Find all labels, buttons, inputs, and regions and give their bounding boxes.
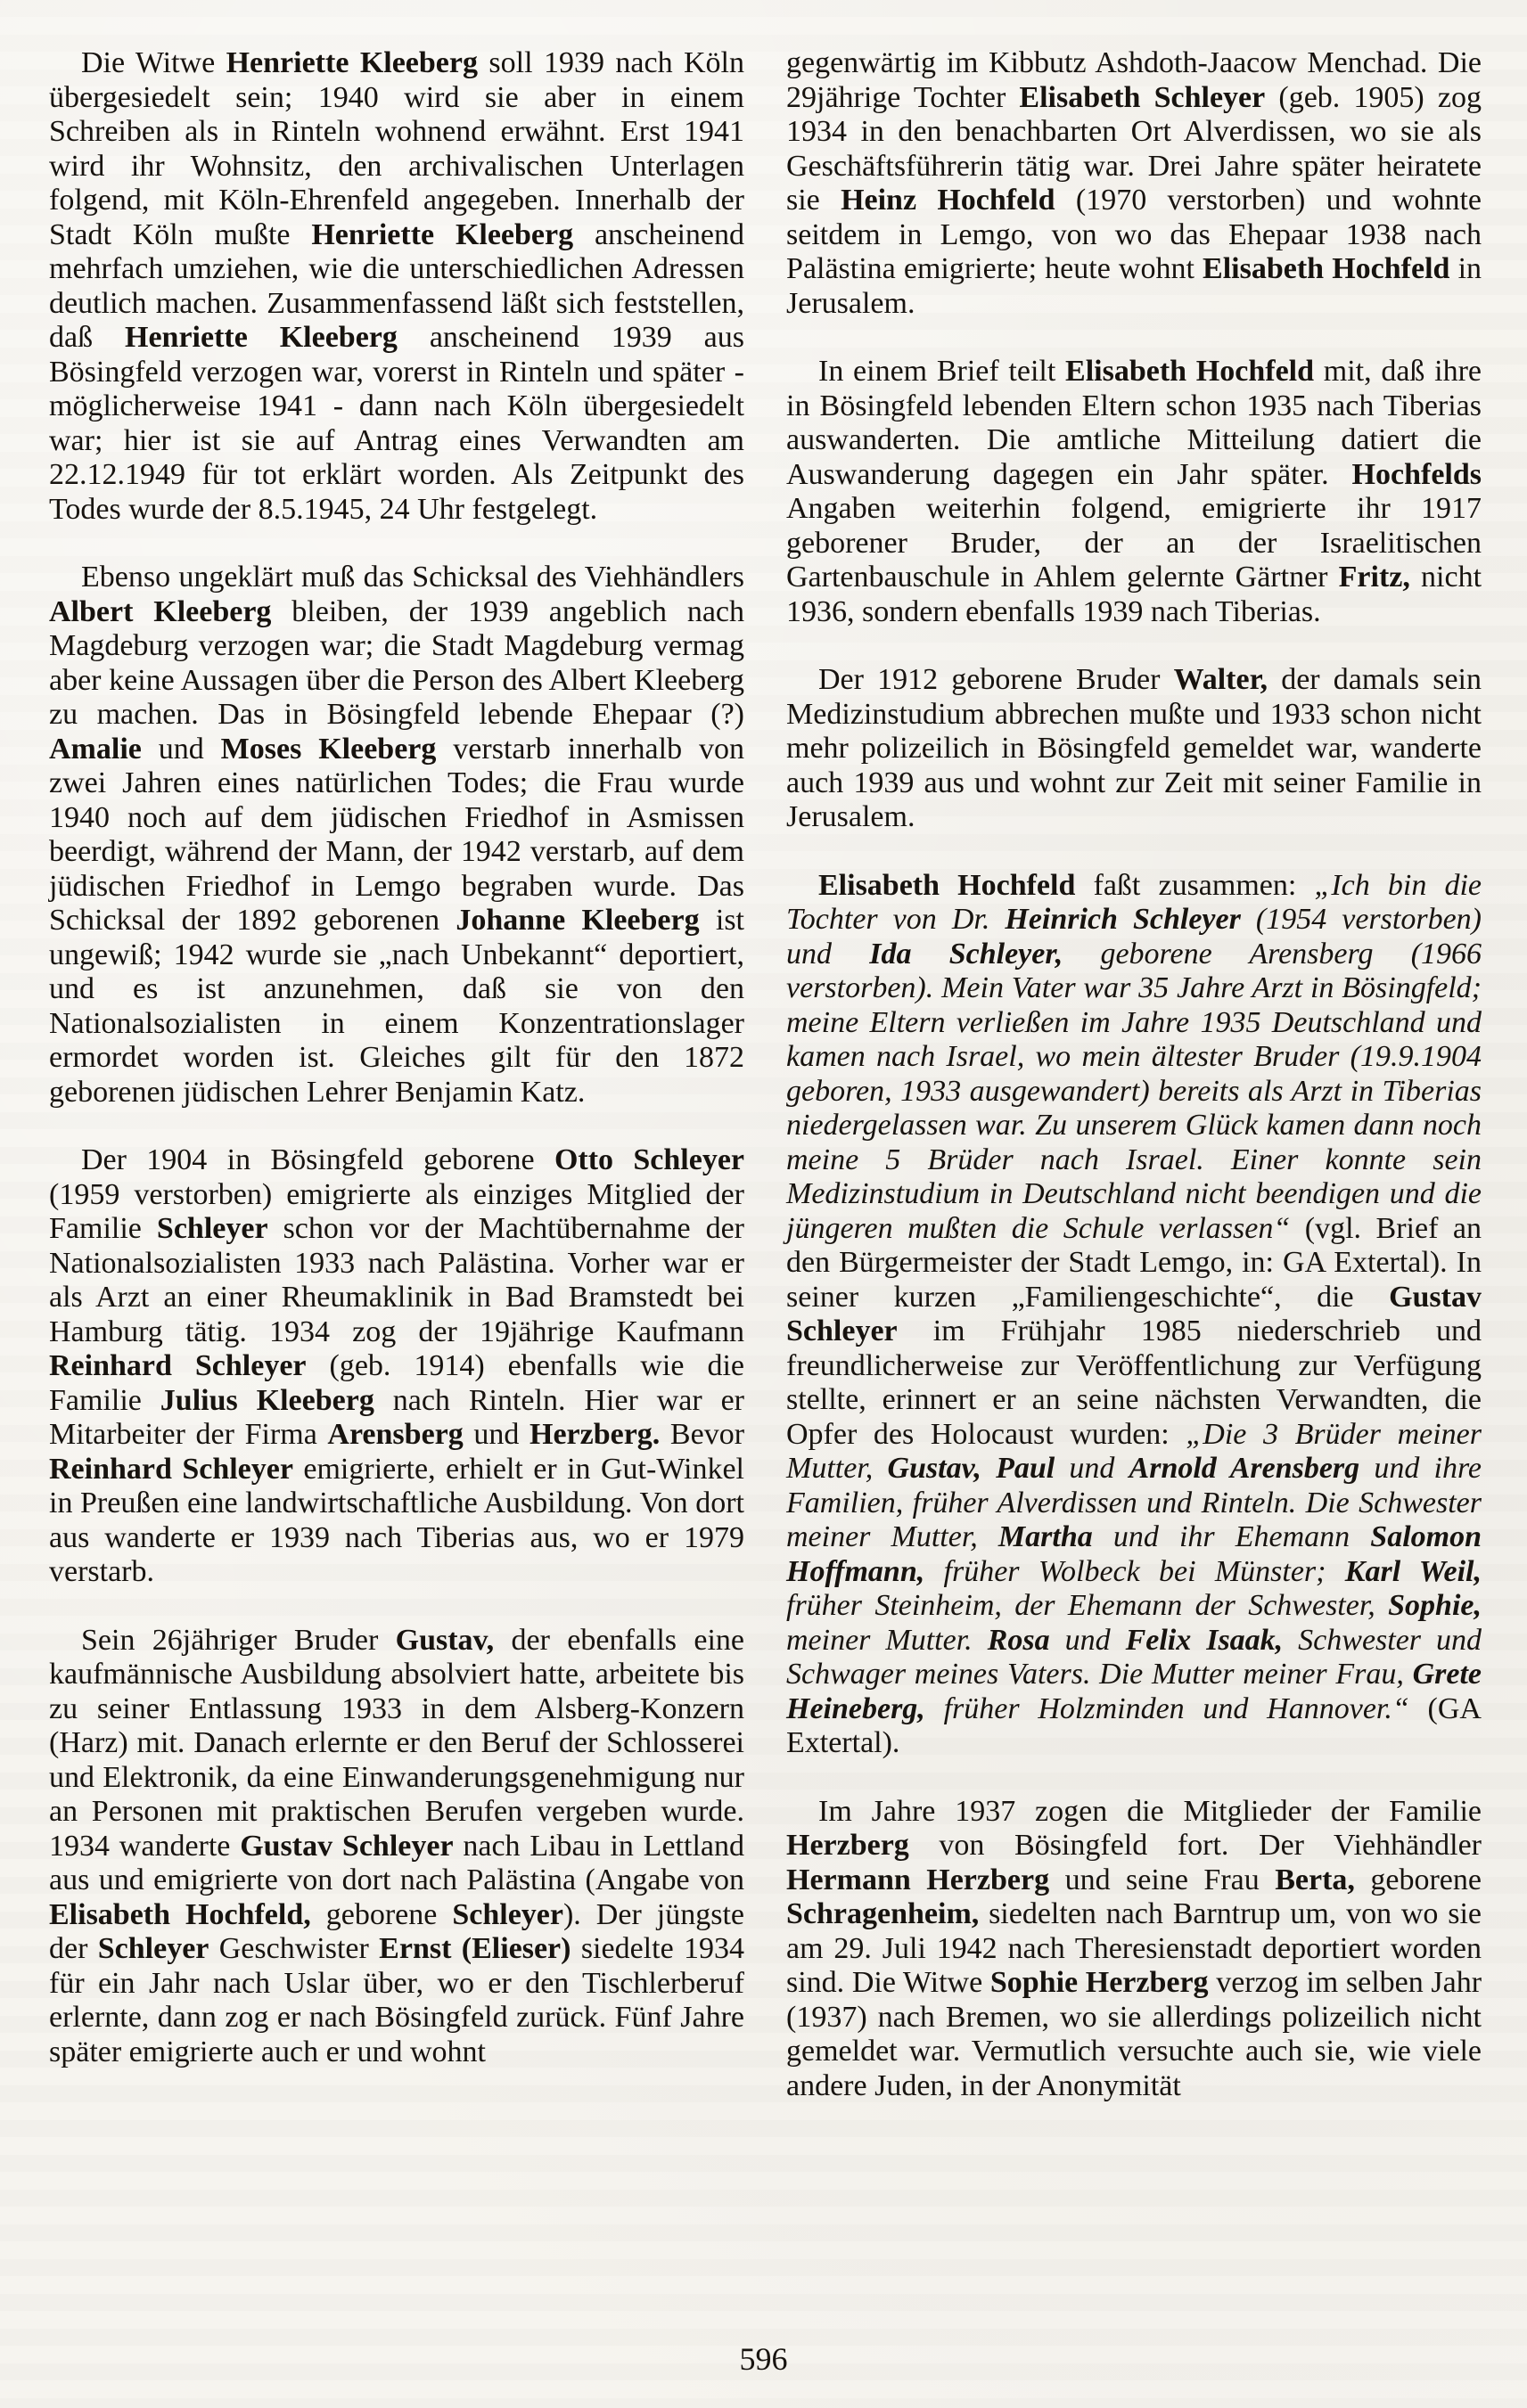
text-run: Karl Weil,: [1344, 1554, 1482, 1588]
text-run: Gustav,: [395, 1623, 495, 1657]
text-run: Sophie Herzberg: [989, 1966, 1209, 1999]
text-run: im Frühjahr 1985 niederschrieb und freundlicherweise zur Veröffentlichung zur Verfügung stellte, erinnert er an seine nächsten Verwandten, die Opfer des Holocaust wurden:: [786, 1315, 1482, 1451]
text-run: „Ich bin die Tochter von Dr.: [786, 868, 1482, 936]
text-run: Otto Schleyer: [554, 1143, 744, 1176]
text-run: Sophie,: [1388, 1589, 1482, 1622]
text-run: Schragenheim,: [786, 1897, 980, 1930]
text-run: Schwester und Schwager meines Vaters. Die Mutter meiner Frau,: [786, 1623, 1482, 1691]
text-run: (1954 verstorben) und: [786, 903, 1482, 971]
text-run: nach Libau in Lettland aus und emigrierte von dort nach Palästina (Angabe von: [49, 1829, 744, 1896]
paragraph: [49, 1624, 744, 2070]
text-run: mit, daß ihre in Bösingfeld lebenden Eltern schon 1935 nach Tiberias auswanderten. Die amtliche Mitteilung datiert die Auswanderung dagegen ein Jahr später.: [786, 355, 1482, 491]
text-run: Henriette Kleeberg: [226, 46, 478, 79]
text-run: und: [463, 1418, 530, 1451]
text-run: und: [1055, 1452, 1129, 1485]
text-run: (geb. 1905) zog 1934 in den benachbarten Ort Alverdissen, wo sie als Geschäftsführerin tätig war. Drei Jahre später heiratete sie: [786, 80, 1482, 217]
text-run: Herzberg: [786, 1829, 909, 1862]
text-run: In einem Brief teilt: [818, 355, 1066, 388]
text-run: Berta,: [1275, 1863, 1355, 1896]
text-run: Reinhard Schleyer: [49, 1452, 293, 1486]
paragraph: [786, 355, 1482, 629]
text-run: Arnold Arensberg: [1129, 1452, 1360, 1485]
text-run: Angaben weiterhin folgend, emigrierte ihr 1917 geborener Bruder, der an der Israelitischen Gartenbauschule in Ahlem gelernte Gärtner: [786, 492, 1482, 594]
paragraph: [786, 663, 1482, 835]
text-run: Henriette Kleeberg: [125, 321, 398, 354]
text-run: Arensberg: [327, 1418, 464, 1451]
text-run: Schleyer: [156, 1212, 268, 1245]
paragraph: [49, 1143, 744, 1590]
text-run: (vgl. Brief an den Bürgermeister der Stadt Lemgo, in: GA Extertal). In seiner kurzen „Familiengeschichte“, die: [786, 1211, 1482, 1314]
text-run: siedelten nach Barntrup um, von wo sie am 29. Juli 1942 nach Theresienstadt deportiert worden sind. Die Witwe: [786, 1897, 1482, 1999]
text-run: Julius Kleeberg: [160, 1383, 374, 1417]
text-run: Elisabeth Hochfeld,: [49, 1897, 311, 1931]
left-column: [49, 46, 744, 2103]
text-run: Gustav Schleyer: [240, 1829, 454, 1863]
text-run: ist ungewiß; 1942 wurde sie „nach Unbekannt“ deportiert, und es ist anzunehmen, daß sie von den Nationalsozialisten in einem Konzentrationslager ermordet worden ist. Gleiches gilt für den 1872 geborenen jüdischen Lehrer Benjamin Katz.: [49, 904, 744, 1109]
text-run: der damals sein Medizinstudium abbrechen mußte und 1933 schon nicht mehr polizeilich in Bösingfeld gemeldet war, wanderte auch 1939 aus und wohnt zur Zeit mit seiner Familie in Jerusalem.: [786, 663, 1482, 833]
text-run: Schleyer: [97, 1932, 209, 1965]
paragraph: [786, 46, 1482, 321]
text-run: nach Rinteln. Hier war er Mitarbeiter der Firma: [49, 1383, 744, 1451]
text-run: früher Steinheim, der Ehemann der Schwester,: [786, 1589, 1389, 1622]
text-run: Ebenso ungeklärt muß das Schicksal des Viehhändlers: [81, 561, 744, 594]
text-run: anscheinend mehrfach umziehen, wie die unterschiedlichen Adressen deutlich machen. Zusammenfassend läßt sich feststellen, daß: [49, 217, 744, 354]
text-run: Schleyer: [452, 1897, 563, 1931]
text-run: früher Wolbeck bei Münster;: [924, 1554, 1345, 1588]
text-run: geborene Arensberg (1966 verstorben). Mein Vater war 35 Jahre Arzt in Bösingfeld; meine Eltern verließen im Jahre 1935 Deutschland und kamen nach Israel, wo mein ältester Bruder (19.9.1904 geboren, 1933 ausgewandert) bereits als Arzt in Tiberias niedergelassen war. Zu unserem Glück kamen dann noch meine 5 Brüder nach Israel. Einer konnte sein Medizinstudium in Deutschland nicht beendigen und die jüngeren mußten die Schule verlassen“: [786, 937, 1482, 1245]
text-run: Grete Heineberg,: [786, 1658, 1482, 1725]
text-run: Walter,: [1173, 663, 1268, 696]
text-run: Fritz,: [1338, 561, 1410, 594]
text-run: schon vor der Machtübernahme der Nationalsozialisten 1933 nach Palästina. Vorher war er als Arzt an einer Rheumaklinik in Bad Bramstedt bei Hamburg tätig. 1934 zog der 19jährige Kaufmann: [49, 1212, 744, 1348]
text-run: in Jerusalem.: [786, 252, 1482, 320]
text-run: geborene: [310, 1897, 453, 1931]
text-run: Gustav, Paul: [887, 1452, 1055, 1485]
text-run: Amalie: [49, 732, 142, 766]
text-run: der ebenfalls eine kaufmännische Ausbildung absolviert hatte, arbeitete bis zu seiner Entlassung 1933 in dem Alsberg-Konzern (Harz) mit. Danach erlernte er den Beruf der Schlosserei und Elektronik, da eine Einwanderungsgenehmigung nur an Personen mit praktischen Berufen vergeben wurde. 1934 wanderte: [49, 1623, 745, 1863]
text-run: Henriette Kleeberg: [311, 217, 574, 251]
text-run: und seine Frau: [1049, 1863, 1276, 1896]
text-run: nicht 1936, sondern ebenfalls 1939 nach Tiberias.: [786, 561, 1482, 628]
text-run: bleiben, der 1939 angeblich nach Magdeburg verzogen war; die Stadt Magdeburg vermag aber keine Aussagen über die Person des Albert Kleeberg zu machen. Das in Bösingfeld lebende Ehepaar (?): [49, 594, 745, 731]
text-run: Gustav Schleyer: [786, 1280, 1482, 1347]
text-run: Rosa: [987, 1623, 1050, 1657]
text-run: (geb. 1914) ebenfalls wie die Familie: [49, 1349, 744, 1417]
page-number: 596: [739, 2341, 788, 2377]
paragraph: [786, 869, 1482, 1761]
text-run: Martha: [997, 1520, 1093, 1553]
text-run: verzog im selben Jahr (1937) nach Bremen, wo sie allerdings polizeilich nicht gemeldet war. Vermutlich versuchte auch sie, wie viele andere Juden, in der Anonymität: [786, 1966, 1482, 2102]
text-run: soll 1939 nach Köln übergesiedelt sein; 1940 wird sie aber in einem Schreiben als in Rinteln wohnend erwähnt. Erst 1941 wird ihr Wohnsitz, den archivalischen Unterlagen folgend, mit Köln-Ehrenfeld angegeben. Innerhalb der Stadt Köln mußte: [49, 46, 744, 251]
text-run: meiner Mutter.: [786, 1623, 988, 1657]
text-run: anscheinend 1939 aus Bösingfeld verzogen war, vorerst in Rinteln und später - möglicherweise 1941 - dann nach Köln übergesiedelt war; hier ist sie auf Antrag eines Verwandten am 22.12.1949 für tot erklärt worden. Als Zeitpunkt des Todes wurde der 8.5.1945, 24 Uhr festgelegt.: [49, 321, 744, 526]
text-run: Heinz Hochfeld: [841, 184, 1055, 217]
text-run: Der 1904 in Bösingfeld geborene: [81, 1143, 554, 1176]
text-run: Im Jahre 1937 zogen die Mitglieder der Familie: [818, 1794, 1482, 1828]
paragraph: [49, 561, 744, 1110]
text-run: und ihre Familien, früher Alverdissen und Rinteln. Die Schwester meiner Mutter,: [786, 1452, 1482, 1553]
text-run: faßt zusammen:: [1075, 868, 1315, 902]
text-run: Elisabeth Hochfeld: [1065, 355, 1315, 388]
text-run: Felix Isaak,: [1125, 1623, 1284, 1657]
text-run: Bevor: [660, 1418, 745, 1451]
text-run: Der 1912 geborene Bruder: [818, 663, 1174, 696]
text-columns: [49, 46, 1482, 2103]
text-run: (GA Extertal).: [786, 1691, 1482, 1759]
text-run: Elisabeth Schleyer: [1019, 80, 1266, 114]
text-run: Reinhard Schleyer: [49, 1349, 307, 1382]
text-run: Herzberg.: [530, 1418, 661, 1451]
text-run: Johanne Kleeberg: [456, 904, 700, 937]
right-column: [786, 46, 1482, 2103]
text-run: verstarb innerhalb von zwei Jahren eines natürlichen Todes; die Frau wurde 1940 noch auf dem jüdischen Friedhof in Asmissen beerdigt, während der Mann, der 1942 verstarb, auf dem jüdischen Friedhof in Lemgo begraben wurde. Das Schicksal der 1892 geborenen: [49, 732, 745, 937]
text-run: Elisabeth Hochfeld: [818, 868, 1076, 902]
text-run: gegenwärtig im Kibbutz Ashdoth-Jaacow Menchad. Die 29jährige Tochter: [786, 46, 1482, 114]
text-run: Hermann Herzberg: [786, 1863, 1050, 1896]
text-run: Albert Kleeberg: [49, 594, 272, 628]
text-run: (1959 verstorben) emigrierte als einziges Mitglied der Familie: [49, 1177, 744, 1245]
text-run: Ida Schleyer,: [869, 937, 1063, 971]
paragraph: [786, 1795, 1482, 2104]
text-run: Salomon Hoffmann,: [786, 1520, 1482, 1588]
text-run: siedelte 1934 für ein Jahr nach Uslar über, wo er den Tischlerberuf erlernte, dann zog er nach Bösingfeld zurück. Fünf Jahre später emigrierte auch er und wohnt: [49, 1932, 745, 2068]
text-run: und ihr Ehemann: [1092, 1520, 1371, 1553]
text-run: Moses Kleeberg: [220, 732, 437, 766]
text-run: geborene: [1354, 1863, 1482, 1896]
text-run: früher Holzminden und Hannover.“: [924, 1691, 1409, 1725]
text-run: von Bösingfeld fort. Der Viehhändler: [908, 1829, 1482, 1862]
text-run: „Die 3 Brüder meiner Mutter,: [786, 1417, 1482, 1485]
text-run: Elisabeth Hochfeld: [1203, 252, 1450, 285]
text-run: Heinrich Schleyer: [1005, 903, 1241, 936]
text-run: und: [141, 732, 221, 766]
text-run: Geschwister: [209, 1932, 380, 1965]
text-run: (1970 verstorben) und wohnte seitdem in Lemgo, von wo das Ehepaar 1938 nach Palästina emigrierte; heute wohnt: [786, 184, 1482, 285]
text-run: Ernst (Elieser): [379, 1932, 571, 1965]
text-run: Sein 26jähriger Bruder: [81, 1623, 396, 1657]
text-run: Die Witwe: [81, 46, 226, 79]
text-run: und: [1049, 1623, 1126, 1657]
text-run: Hochfelds: [1351, 457, 1482, 491]
text-run: emigrierte, erhielt er in Gut-Winkel in Preußen eine landwirtschaftliche Ausbildung. Von dort aus wanderte er 1939 nach Tiberias aus, wo er 1979 verstarb.: [49, 1452, 744, 1588]
text-run: ). Der jüngste der: [49, 1897, 744, 1965]
paragraph: [49, 46, 744, 527]
